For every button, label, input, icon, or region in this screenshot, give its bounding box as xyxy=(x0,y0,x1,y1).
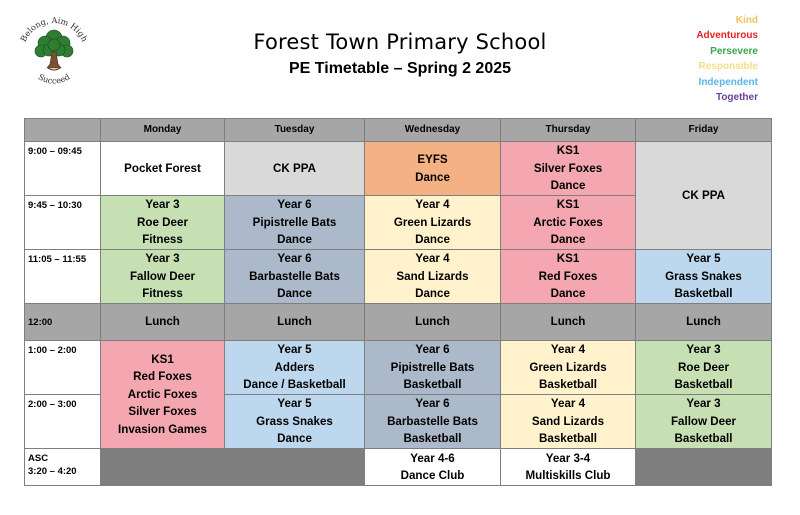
cell-line: Pipistrelle Bats xyxy=(252,215,337,229)
cell-line: Year 4-6 xyxy=(410,451,455,465)
cell-line: Arctic Foxes xyxy=(533,215,603,229)
value-independent: Independent xyxy=(698,76,758,88)
cell-line: Green Lizards xyxy=(393,215,472,229)
empty-cell xyxy=(225,449,365,486)
cell-line: Fallow Deer xyxy=(670,414,737,428)
lesson-cell xyxy=(101,142,225,196)
time-slot xyxy=(25,142,101,196)
lunch-cell: Lunch xyxy=(501,304,636,341)
cell-line: KS1 xyxy=(556,144,580,158)
lesson-cell xyxy=(636,142,772,250)
cell-line: Year 6 xyxy=(277,252,312,266)
cell-line: 12:00 xyxy=(28,316,53,328)
lesson-cell xyxy=(501,142,636,196)
lesson-cell xyxy=(501,250,636,304)
cell-line: Year 6 xyxy=(277,198,312,212)
time-slot xyxy=(25,304,101,341)
cell-line: Green Lizards xyxy=(529,360,607,374)
lunch-cell: Lunch xyxy=(225,304,365,341)
cell-line: 11:05 – 11:55 xyxy=(28,254,87,265)
cell-line: Basketball xyxy=(674,287,733,301)
cell-line: Basketball xyxy=(674,432,733,446)
logo-motto-bottom: Succeed xyxy=(36,71,72,86)
cell-line: Dance xyxy=(277,432,312,446)
cell-line: Roe Deer xyxy=(678,360,729,374)
lunch-cell: Lunch xyxy=(365,304,501,341)
timetable-row xyxy=(25,250,772,304)
cell-line: Year 5 xyxy=(686,252,721,266)
cell-line: Invasion Games xyxy=(118,422,207,436)
cell-line: Basketball xyxy=(403,432,462,446)
cell-line: Dance xyxy=(415,170,450,184)
time-slot xyxy=(25,449,101,486)
value-kind: Kind xyxy=(735,15,758,26)
lunch-row xyxy=(25,304,772,341)
lesson-cell xyxy=(365,341,501,395)
empty-cell xyxy=(101,449,225,486)
cell-line: Dance xyxy=(550,179,586,193)
time-slot xyxy=(25,196,101,250)
timetable-row xyxy=(25,341,772,395)
cell-line: ASC xyxy=(28,453,49,464)
school-values xyxy=(696,13,758,105)
cell-line: Dance xyxy=(415,233,450,247)
cell-line: Pocket Forest xyxy=(124,161,201,175)
lesson-cell xyxy=(365,196,501,250)
cell-line: Year 3 xyxy=(686,343,721,357)
cell-line: KS1 xyxy=(556,252,580,266)
cell-line: Year 5 xyxy=(277,343,312,357)
lunch-cell: Lunch xyxy=(101,304,225,341)
lesson-cell xyxy=(101,250,225,304)
timetable-row xyxy=(25,449,772,486)
cell-line: Red Foxes xyxy=(538,269,598,283)
empty-cell xyxy=(636,449,772,486)
time-slot xyxy=(25,395,101,449)
day-header-wednesday: Wednesday xyxy=(365,119,501,142)
lesson-cell xyxy=(501,395,636,449)
cell-line: EYFS xyxy=(417,153,448,166)
cell-line: 1:00 – 2:00 xyxy=(28,345,77,356)
page-subtitle: PE Timetable – Spring 2 2025 xyxy=(288,60,512,77)
time-slot xyxy=(25,250,101,304)
cell-line: Fallow Deer xyxy=(129,269,196,283)
header-row xyxy=(25,119,772,142)
logo-motto-top: Belong, Aim High xyxy=(18,14,90,44)
value-persevere: Persevere xyxy=(710,45,758,57)
cell-line: Year 4 xyxy=(550,397,586,411)
lesson-cell xyxy=(365,250,501,304)
value-together: Together xyxy=(715,92,758,104)
cell-line: Fitness xyxy=(142,287,183,301)
cell-line: Year 6 xyxy=(415,343,450,357)
cell-line: Year 3 xyxy=(686,397,721,411)
cell-line: Year 3 xyxy=(145,198,180,212)
cell-line: Pipistrelle Bats xyxy=(390,360,475,374)
cell-line: Basketball xyxy=(403,378,462,392)
cell-line: 9:00 – 09:45 xyxy=(28,146,82,157)
cell-line: Dance xyxy=(277,233,312,247)
cell-line: Year 3 xyxy=(145,252,180,266)
cell-line: Silver Foxes xyxy=(533,161,603,175)
day-header-tuesday: Tuesday xyxy=(225,119,365,142)
cell-line: Basketball xyxy=(674,378,733,392)
lesson-cell xyxy=(501,341,636,395)
timetable-row xyxy=(25,142,772,196)
day-header-monday: Monday xyxy=(101,119,225,142)
lunch-cell: Lunch xyxy=(636,304,772,341)
cell-line: Red Foxes xyxy=(133,370,192,384)
pe-timetable xyxy=(24,118,772,486)
cell-line: Grass Snakes xyxy=(665,269,742,283)
header-corner xyxy=(25,119,101,142)
cell-line: Year 4 xyxy=(550,343,586,357)
cell-line: Multiskills Club xyxy=(525,469,611,482)
day-header-friday: Friday xyxy=(636,119,772,142)
cell-line: KS1 xyxy=(151,352,174,366)
cell-line: KS1 xyxy=(556,198,580,212)
cell-line: Year 5 xyxy=(277,397,312,411)
lesson-cell xyxy=(365,395,501,449)
cell-line: Basketball xyxy=(539,378,597,392)
cell-line: Basketball xyxy=(539,432,597,446)
time-slot xyxy=(25,341,101,395)
cell-line: Sand Lizards xyxy=(396,269,469,283)
cell-line: Year 3-4 xyxy=(545,451,591,465)
lesson-cell xyxy=(101,196,225,250)
club-cell xyxy=(501,449,636,486)
page-title: Forest Town Primary School xyxy=(253,30,547,54)
lesson-cell xyxy=(225,250,365,304)
cell-line: Dance xyxy=(550,287,586,301)
lesson-cell xyxy=(636,250,772,304)
cell-line: Barbastelle Bats xyxy=(249,269,340,283)
cell-line: Dance Club xyxy=(400,469,465,482)
day-header-thursday: Thursday xyxy=(501,119,636,142)
cell-line: 9:45 – 10:30 xyxy=(28,200,82,211)
club-cell xyxy=(365,449,501,486)
cell-line: CK PPA xyxy=(682,188,725,202)
cell-line: Dance xyxy=(550,233,586,247)
cell-line: Dance / Basketball xyxy=(243,378,346,392)
cell-line: Grass Snakes xyxy=(256,414,333,428)
cell-line: 2:00 – 3:00 xyxy=(28,399,77,410)
lesson-cell xyxy=(636,341,772,395)
value-adventurous: Adventurous xyxy=(696,30,758,42)
cell-line: Sand Lizards xyxy=(531,414,605,428)
lesson-cell xyxy=(225,395,365,449)
value-responsible: Responsible xyxy=(698,61,758,73)
lesson-cell xyxy=(365,142,501,196)
cell-line: Year 6 xyxy=(415,397,450,411)
lesson-cell xyxy=(101,341,225,449)
cell-line: 3:20 – 4:20 xyxy=(28,466,77,477)
lesson-cell xyxy=(636,395,772,449)
cell-line: Arctic Foxes xyxy=(127,387,198,401)
cell-line: Dance xyxy=(415,287,450,301)
cell-line: Silver Foxes xyxy=(128,405,197,419)
lesson-cell xyxy=(501,196,636,250)
lesson-cell xyxy=(225,142,365,196)
lesson-cell xyxy=(225,341,365,395)
cell-line: Adders xyxy=(274,360,315,374)
cell-line: Year 4 xyxy=(415,252,450,266)
cell-line: Barbastelle Bats xyxy=(387,414,478,428)
cell-line: Fitness xyxy=(142,233,183,247)
cell-line: CK PPA xyxy=(273,161,316,175)
cell-line: Dance xyxy=(277,287,312,301)
cell-line: Year 4 xyxy=(415,198,450,212)
cell-line: Roe Deer xyxy=(137,215,188,229)
lesson-cell xyxy=(225,196,365,250)
